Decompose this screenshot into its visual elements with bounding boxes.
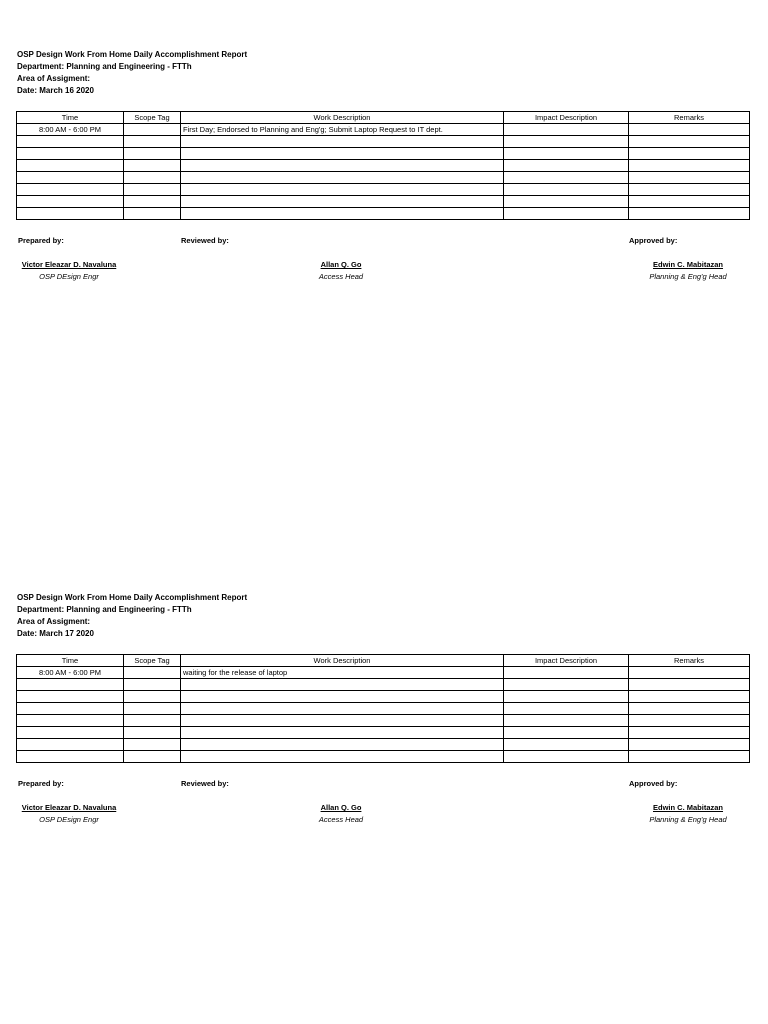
report-department: Department: Planning and Engineering - FTTh xyxy=(17,605,192,614)
accomplishment-table xyxy=(16,111,750,220)
table-row xyxy=(17,124,750,136)
col-header-scope-tag: Scope Tag xyxy=(124,112,181,124)
approved-by-label: Approved by: xyxy=(629,236,678,245)
cell-scope-tag xyxy=(124,124,181,136)
cell xyxy=(124,739,181,751)
cell xyxy=(17,148,124,160)
report-title: OSP Design Work From Home Daily Accomplishment Report xyxy=(17,593,248,602)
report-area: Area of Assigment: xyxy=(17,74,91,83)
cell xyxy=(504,184,629,196)
cell xyxy=(124,148,181,160)
report-area: Area of Assigment: xyxy=(17,617,91,626)
accomplishment-table xyxy=(16,654,750,763)
approved-by-name: Edwin C. Mabitazan xyxy=(652,803,724,812)
cell xyxy=(124,184,181,196)
cell xyxy=(17,172,124,184)
table-row xyxy=(17,184,750,196)
cell xyxy=(181,727,504,739)
cell xyxy=(17,739,124,751)
cell-remarks xyxy=(629,124,750,136)
cell xyxy=(504,148,629,160)
prepared-by-title: OSP DEsign Engr xyxy=(39,272,99,281)
cell xyxy=(504,679,629,691)
reviewed-by-title: Access Head xyxy=(318,815,364,824)
table-header-row xyxy=(17,112,750,124)
cell xyxy=(124,172,181,184)
cell xyxy=(181,691,504,703)
reviewed-by-title: Access Head xyxy=(318,272,364,281)
cell xyxy=(181,172,504,184)
cell xyxy=(17,679,124,691)
prepared-by-title: OSP DEsign Engr xyxy=(39,815,99,824)
cell xyxy=(124,196,181,208)
reviewed-by-name: Allan Q. Go xyxy=(320,260,362,269)
cell xyxy=(629,691,750,703)
cell xyxy=(629,703,750,715)
cell xyxy=(124,715,181,727)
cell xyxy=(181,715,504,727)
report-department: Department: Planning and Engineering - FTTh xyxy=(17,62,192,71)
cell xyxy=(629,196,750,208)
cell xyxy=(504,160,629,172)
cell xyxy=(17,691,124,703)
cell xyxy=(17,184,124,196)
cell xyxy=(17,196,124,208)
prepared-by-name: Victor Eleazar D. Navaluna xyxy=(21,803,117,812)
table-row xyxy=(17,727,750,739)
col-header-scope-tag: Scope Tag xyxy=(124,655,181,667)
approved-by-title: Planning & Eng'g Head xyxy=(649,272,727,281)
cell xyxy=(629,184,750,196)
cell xyxy=(181,751,504,763)
col-header-impact-description: Impact Description xyxy=(504,112,629,124)
cell-work-description: waiting for the release of laptop xyxy=(181,667,504,679)
reviewed-by-name: Allan Q. Go xyxy=(320,803,362,812)
table-row xyxy=(17,751,750,763)
table-row xyxy=(17,196,750,208)
cell-work-description: First Day; Endorsed to Planning and Eng'g; Submit Laptop Request to IT dept. xyxy=(181,124,504,136)
cell xyxy=(17,136,124,148)
cell-impact-description xyxy=(504,124,629,136)
cell-scope-tag xyxy=(124,667,181,679)
prepared-by-name: Victor Eleazar D. Navaluna xyxy=(21,260,117,269)
cell xyxy=(181,739,504,751)
cell xyxy=(629,148,750,160)
cell xyxy=(124,679,181,691)
table-row xyxy=(17,160,750,172)
table-row xyxy=(17,715,750,727)
cell xyxy=(17,703,124,715)
table-row xyxy=(17,208,750,220)
cell xyxy=(124,160,181,172)
table-row xyxy=(17,172,750,184)
approved-by-title: Planning & Eng'g Head xyxy=(649,815,727,824)
col-header-impact-description: Impact Description xyxy=(504,655,629,667)
cell xyxy=(504,751,629,763)
cell xyxy=(629,160,750,172)
table-header-row xyxy=(17,655,750,667)
cell xyxy=(17,715,124,727)
cell xyxy=(17,160,124,172)
cell-time: 8:00 AM - 6:00 PM xyxy=(17,124,124,136)
col-header-work-description: Work Description xyxy=(181,655,504,667)
cell xyxy=(124,208,181,220)
cell xyxy=(181,136,504,148)
table-row xyxy=(17,739,750,751)
cell xyxy=(181,208,504,220)
cell xyxy=(124,136,181,148)
prepared-by-label: Prepared by: xyxy=(18,236,64,245)
table-row xyxy=(17,703,750,715)
report-title: OSP Design Work From Home Daily Accomplishment Report xyxy=(17,50,248,59)
cell-impact-description xyxy=(504,667,629,679)
reviewed-by-label: Reviewed by: xyxy=(181,779,229,788)
cell xyxy=(504,703,629,715)
cell xyxy=(181,679,504,691)
reviewed-by-label: Reviewed by: xyxy=(181,236,229,245)
cell xyxy=(181,160,504,172)
cell xyxy=(629,739,750,751)
cell xyxy=(504,739,629,751)
cell xyxy=(181,196,504,208)
report-date: Date: March 16 2020 xyxy=(17,86,94,95)
table-row xyxy=(17,667,750,679)
col-header-remarks: Remarks xyxy=(629,112,750,124)
col-header-time: Time xyxy=(17,655,124,667)
prepared-by-label: Prepared by: xyxy=(18,779,64,788)
cell xyxy=(629,136,750,148)
cell xyxy=(629,172,750,184)
col-header-remarks: Remarks xyxy=(629,655,750,667)
cell xyxy=(181,703,504,715)
cell-time: 8:00 AM - 6:00 PM xyxy=(17,667,124,679)
cell xyxy=(17,727,124,739)
cell xyxy=(629,208,750,220)
cell xyxy=(124,703,181,715)
table-row xyxy=(17,691,750,703)
cell xyxy=(124,751,181,763)
cell xyxy=(181,184,504,196)
cell xyxy=(504,691,629,703)
cell xyxy=(124,727,181,739)
cell xyxy=(504,196,629,208)
cell-remarks xyxy=(629,667,750,679)
cell xyxy=(124,691,181,703)
cell xyxy=(504,172,629,184)
approved-by-name: Edwin C. Mabitazan xyxy=(652,260,724,269)
report-march-16 xyxy=(0,0,768,300)
approved-by-label: Approved by: xyxy=(629,779,678,788)
cell xyxy=(17,751,124,763)
cell xyxy=(504,727,629,739)
cell xyxy=(504,715,629,727)
report-date: Date: March 17 2020 xyxy=(17,629,94,638)
cell xyxy=(504,208,629,220)
report-march-17 xyxy=(0,543,768,843)
table-row xyxy=(17,679,750,691)
cell xyxy=(181,148,504,160)
cell xyxy=(504,136,629,148)
table-row xyxy=(17,136,750,148)
cell xyxy=(17,208,124,220)
cell xyxy=(629,751,750,763)
col-header-time: Time xyxy=(17,112,124,124)
col-header-work-description: Work Description xyxy=(181,112,504,124)
cell xyxy=(629,715,750,727)
cell xyxy=(629,727,750,739)
table-row xyxy=(17,148,750,160)
cell xyxy=(629,679,750,691)
